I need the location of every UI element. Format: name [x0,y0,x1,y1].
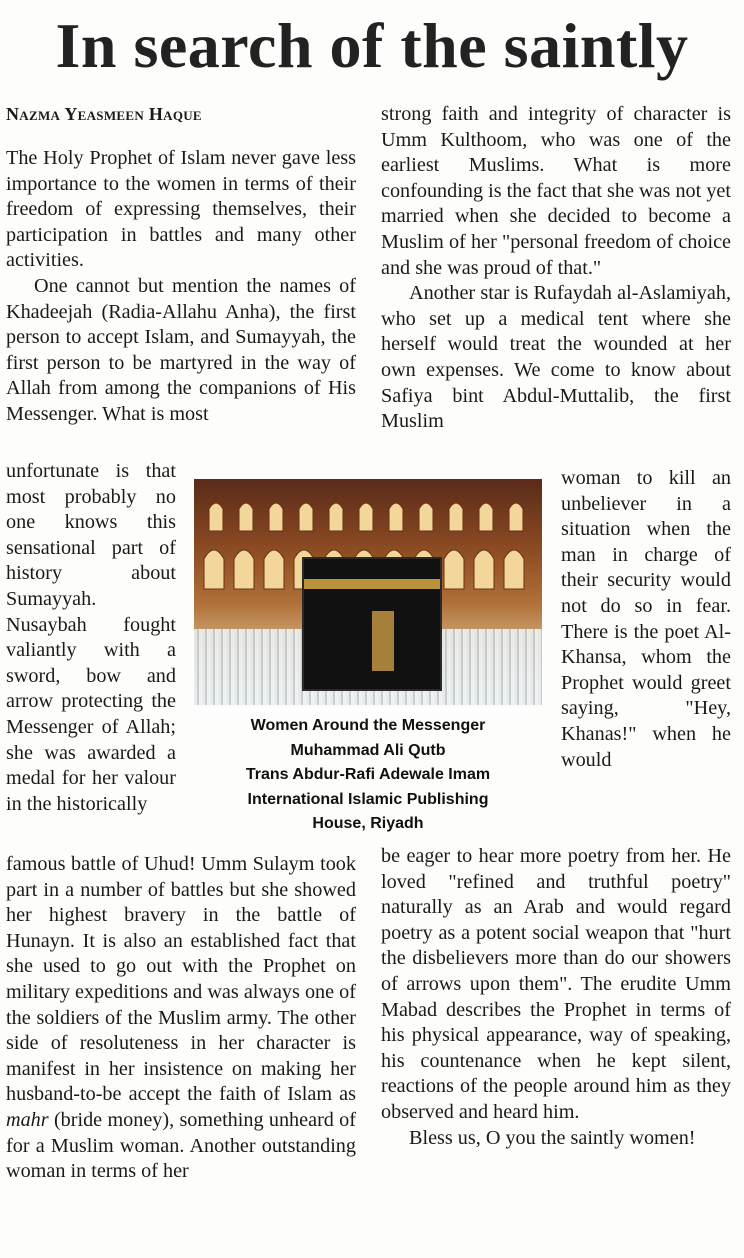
mahr-term: mahr [6,1108,49,1131]
paragraph-safiya-wrap: woman to kill an unbeliever in a situation when the man in charge of their security would not do so in fear. There is the poet Al-Khansa, whom the Prophet would greet saying, "Hey, Khanas!" when he would [561,467,731,771]
left-column-top [6,146,356,428]
caption-publisher: International Islamic Publishing [247,790,489,808]
left-column-bottom [6,852,356,1185]
right-column-top [381,102,731,435]
paragraph-khadeejah: One cannot but mention the names of Khadeejah (Radia-Allahu Anha), the first person to accept Islam, and Sumayyah, the first person to be martyred in the way of Allah from among the companions of His Messenger. What is most [6,274,356,425]
right-column-bottom [381,844,731,1151]
author-byline: Nazma Yeasmeen Haque [6,104,202,124]
kaaba-door [372,611,394,671]
umm-sulaym-text: famous battle of Uhud! Umm Sulaym took part in a number of battles but she showed her highest bravery in the battle of Hunayn. It is also an established fact that she used to go out with the Prophet on military expeditions and was always one of the soldiers of the Muslim army. The other side of resoluteness in her character is manifest in her insistence on making her husband-to-be accept the faith of Islam as [6,853,356,1106]
caption-translator: Trans Abdur-Rafi Adewale Imam [245,766,491,783]
paragraph-umm-kulthoom: strong faith and integrity of character is Umm Kulthoom, who was one of the earliest Muslims. What is more confounding is the fact that she was not yet married when she decided to become a Muslim of her "personal freedom of choice and she was proud of that." [381,103,731,279]
paragraph-khansa: be eager to hear more poetry from her. He loved "refined and truthful poetry" naturally as an Arab and would regard poetry as a potent social weapon that "hurt the disbelievers more than do our showers of arrows upon them". The erudite Umm Mabad describes the Prophet in terms of his physical appearance, way of speaking, his countenance when he kept silent, reactions of the people around him as they observed and heard him. [381,845,731,1123]
paragraph-rufaydah: Another star is Rufaydah al-Aslamiyah, who set up a medical tent where she herself would treat the wounded at her own expenses. We come to know about Safiya bint Abdul-Muttalib, the first Muslim [381,282,731,433]
paragraph-umm-sulaym [6,852,356,1185]
paragraph-closing: Bless us, O you the saintly women! [409,1126,696,1149]
kaaba-photo [194,479,542,705]
kaaba-graphic [304,559,440,689]
umm-sulaym-text-cont: (bride money), something unheard of for a Muslim woman. Another outstanding woman in terms of her [6,1108,356,1183]
article-headline: In search of the saintly [55,10,689,81]
paragraph-intro: The Holy Prophet of Islam never gave less importance to the women in terms of their freedom of expressing themselves, their participation in battles and many other activities. [6,147,356,272]
caption-title: Women Around the Messenger [250,717,486,734]
left-column-wrap [6,459,176,817]
kaaba-gold-band [304,579,440,589]
right-column-wrap [561,466,731,773]
caption-publisher-city: House, Riyadh [312,815,424,832]
paragraph-sumayyah-wrap: unfortunate is that most probably no one knows this sensational part of history about Sumayyah. Nusaybah fought valiantly with a sword, bow and arrow protecting the Messenger of Allah; she was awarded a medal for her valour in the historically [6,460,176,815]
book-caption [196,714,540,837]
caption-author: Muhammad Ali Qutb [290,741,446,759]
